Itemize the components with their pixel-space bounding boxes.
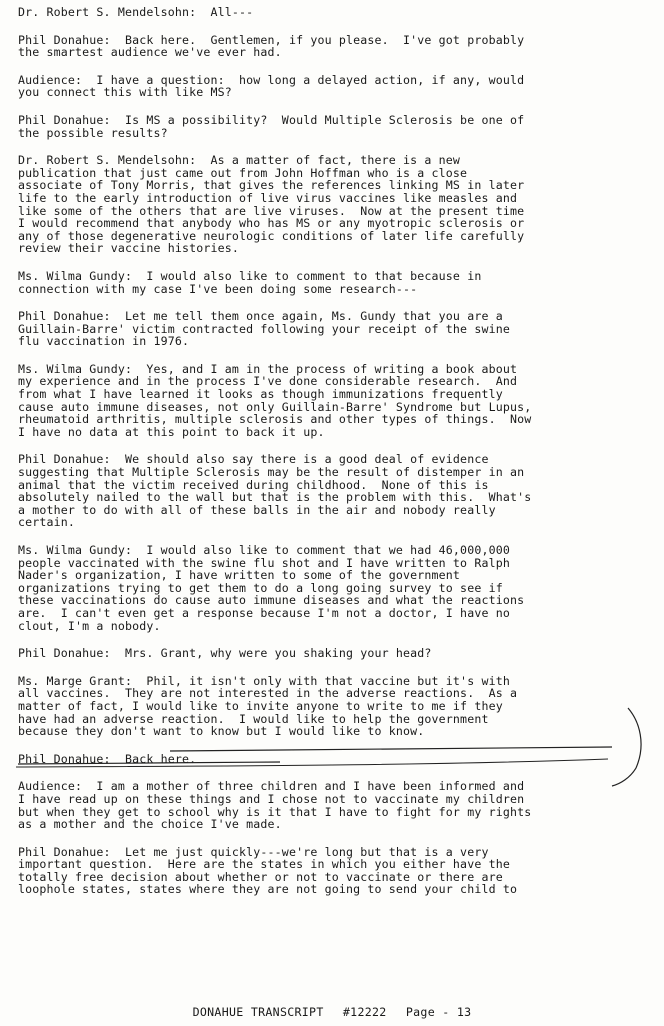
transcript-line: organizations trying to get them to do a long going survey to see if [18,580,503,595]
transcript-line: Phil Donahue: Let me tell them once again, Ms. Gundy that you are a [18,309,503,324]
transcript-line: associate of Tony Morris, that gives the references linking MS in later [18,178,525,193]
transcript-line: from what I have learned it looks as though immunizations frequently [18,387,503,402]
footer-title: DONAHUE TRANSCRIPT [192,1005,324,1019]
transcript-line: the possible results? [18,125,168,140]
transcript-line: certain. [18,515,76,530]
transcript-line: life to the early introduction of live virus vaccines like measles and [18,190,518,205]
transcript-line: Phil Donahue: Back here. [18,751,197,766]
transcript-line: Audience: I am a mother of three children and I have been informed and [18,779,525,794]
transcript-line: cause auto immune diseases, not only Guillain-Barre' Syndrome but Lupus, [18,399,532,414]
transcript-paragraph [18,6,658,19]
footer-number: #12222 [342,1005,387,1019]
transcript-line: Audience: I have a question: how long a delayed action, if any, would [18,72,525,87]
transcript-line: flu vaccination in 1976. [18,334,190,349]
transcript-line: are. I can't even get a response because I'm not a doctor, I have no [18,605,510,620]
transcript-line: Ms. Wilma Gundy: Yes, and I am in the process of writing a book about [18,361,518,376]
transcript-line: all vaccines. They are not interested in the adverse reactions. As a [18,686,518,701]
transcript-line: Ms. Wilma Gundy: I would also like to comment to that because in [18,268,482,283]
transcript-line: I have read up on these things and I chose not to vaccinate my children [18,791,525,806]
transcript-paragraph [18,753,658,766]
transcript-paragraph [18,310,658,348]
transcript-line: matter of fact, I would like to invite anyone to write to me if they [18,698,503,713]
transcript-line: Ms. Marge Grant: Phil, it isn't only with that vaccine but it's with [18,673,510,688]
transcript-line: totally free decision about whether or not to vaccinate or there are [18,869,503,884]
transcript-paragraph [18,675,658,738]
transcript-line: Phil Donahue: Is MS a possibility? Would Multiple Sclerosis be one of [18,112,525,127]
transcript-line: these vaccinations do cause auto immune diseases and what the reactions [18,593,525,608]
transcript-line: absolutely nailed to the wall but that is the problem with this. What's [18,490,532,505]
transcript-line: a mother to do with all of these balls in the air and nobody really [18,502,496,517]
transcript-line: as a mother and the choice I've made. [18,817,282,832]
transcript-paragraph [18,270,658,295]
transcript-line: Dr. Robert S. Mendelsohn: As a matter of fact, there is a new [18,153,461,168]
transcript-line: I have no data at this point to back it up. [18,424,325,439]
page-footer [0,1005,664,1019]
transcript-line: clout, I'm a nobody. [18,618,161,633]
transcript-line: rheumatoid arthritis, multiple sclerosis and other types of things. Now [18,412,532,427]
transcript-line: review their vaccine histories. [18,241,240,256]
transcript-line: the smartest audience we've ever had. [18,45,282,60]
transcript-line: publication that just came out from John Hoffman who is a close [18,165,468,180]
transcript-paragraph [18,544,658,632]
transcript-body [18,6,658,911]
transcript-line: you connect this with like MS? [18,85,232,100]
transcript-line: have had an adverse reaction. I would like to help the government [18,711,489,726]
transcript-paragraph [18,780,658,830]
transcript-line: animal that the victim received during childhood. None of this is [18,477,489,492]
transcript-line: but when they get to school why is it that I have to fight for my rights [18,804,532,819]
transcript-line: Guillain-Barre' victim contracted following your receipt of the swine [18,321,510,336]
transcript-line: I would recommend that anybody who has MS or any myotropic sclerosis or [18,216,525,231]
transcript-paragraph [18,363,658,439]
transcript-line: like some of the others that are live viruses. Now at the present time [18,203,525,218]
transcript-line: Nader's organization, I have written to some of the government [18,568,461,583]
transcript-paragraph [18,846,658,896]
transcript-line: any of those degenerative neurologic conditions of later life carefully [18,228,525,243]
transcript-line: Dr. Robert S. Mendelsohn: All--- [18,5,254,19]
transcript-paragraph [18,453,658,529]
transcript-line: loophole states, states where they are not going to send your child to [18,882,518,897]
transcript-line: suggesting that Multiple Sclerosis may be the result of distemper in an [18,465,525,480]
transcript-line: Phil Donahue: Mrs. Grant, why were you shaking your head? [18,646,432,661]
transcript-line: because they don't want to know but I would like to know. [18,724,425,739]
transcript-line: my experience and in the process I've done considerable research. And [18,374,518,389]
transcript-paragraph [18,154,658,255]
transcript-paragraph [18,34,658,59]
transcript-line: Phil Donahue: Let me just quickly---we're long but that is a very [18,844,489,859]
transcript-line: Ms. Wilma Gundy: I would also like to comment that we had 46,000,000 [18,543,510,557]
transcript-line: Phil Donahue: Back here. Gentlemen, if you please. I've got probably [18,32,525,47]
transcript-line: important question. Here are the states in which you either have the [18,857,510,872]
transcript-paragraph [18,114,658,139]
transcript-line: people vaccinated with the swine flu shot and I have written to Ralph [18,555,510,570]
footer-page: Page - 13 [405,1005,472,1019]
transcript-line: Phil Donahue: We should also say there is a good deal of evidence [18,452,489,467]
transcript-paragraph [18,74,658,99]
transcript-line: connection with my case I've been doing some research--- [18,281,418,296]
transcript-paragraph [18,647,658,660]
